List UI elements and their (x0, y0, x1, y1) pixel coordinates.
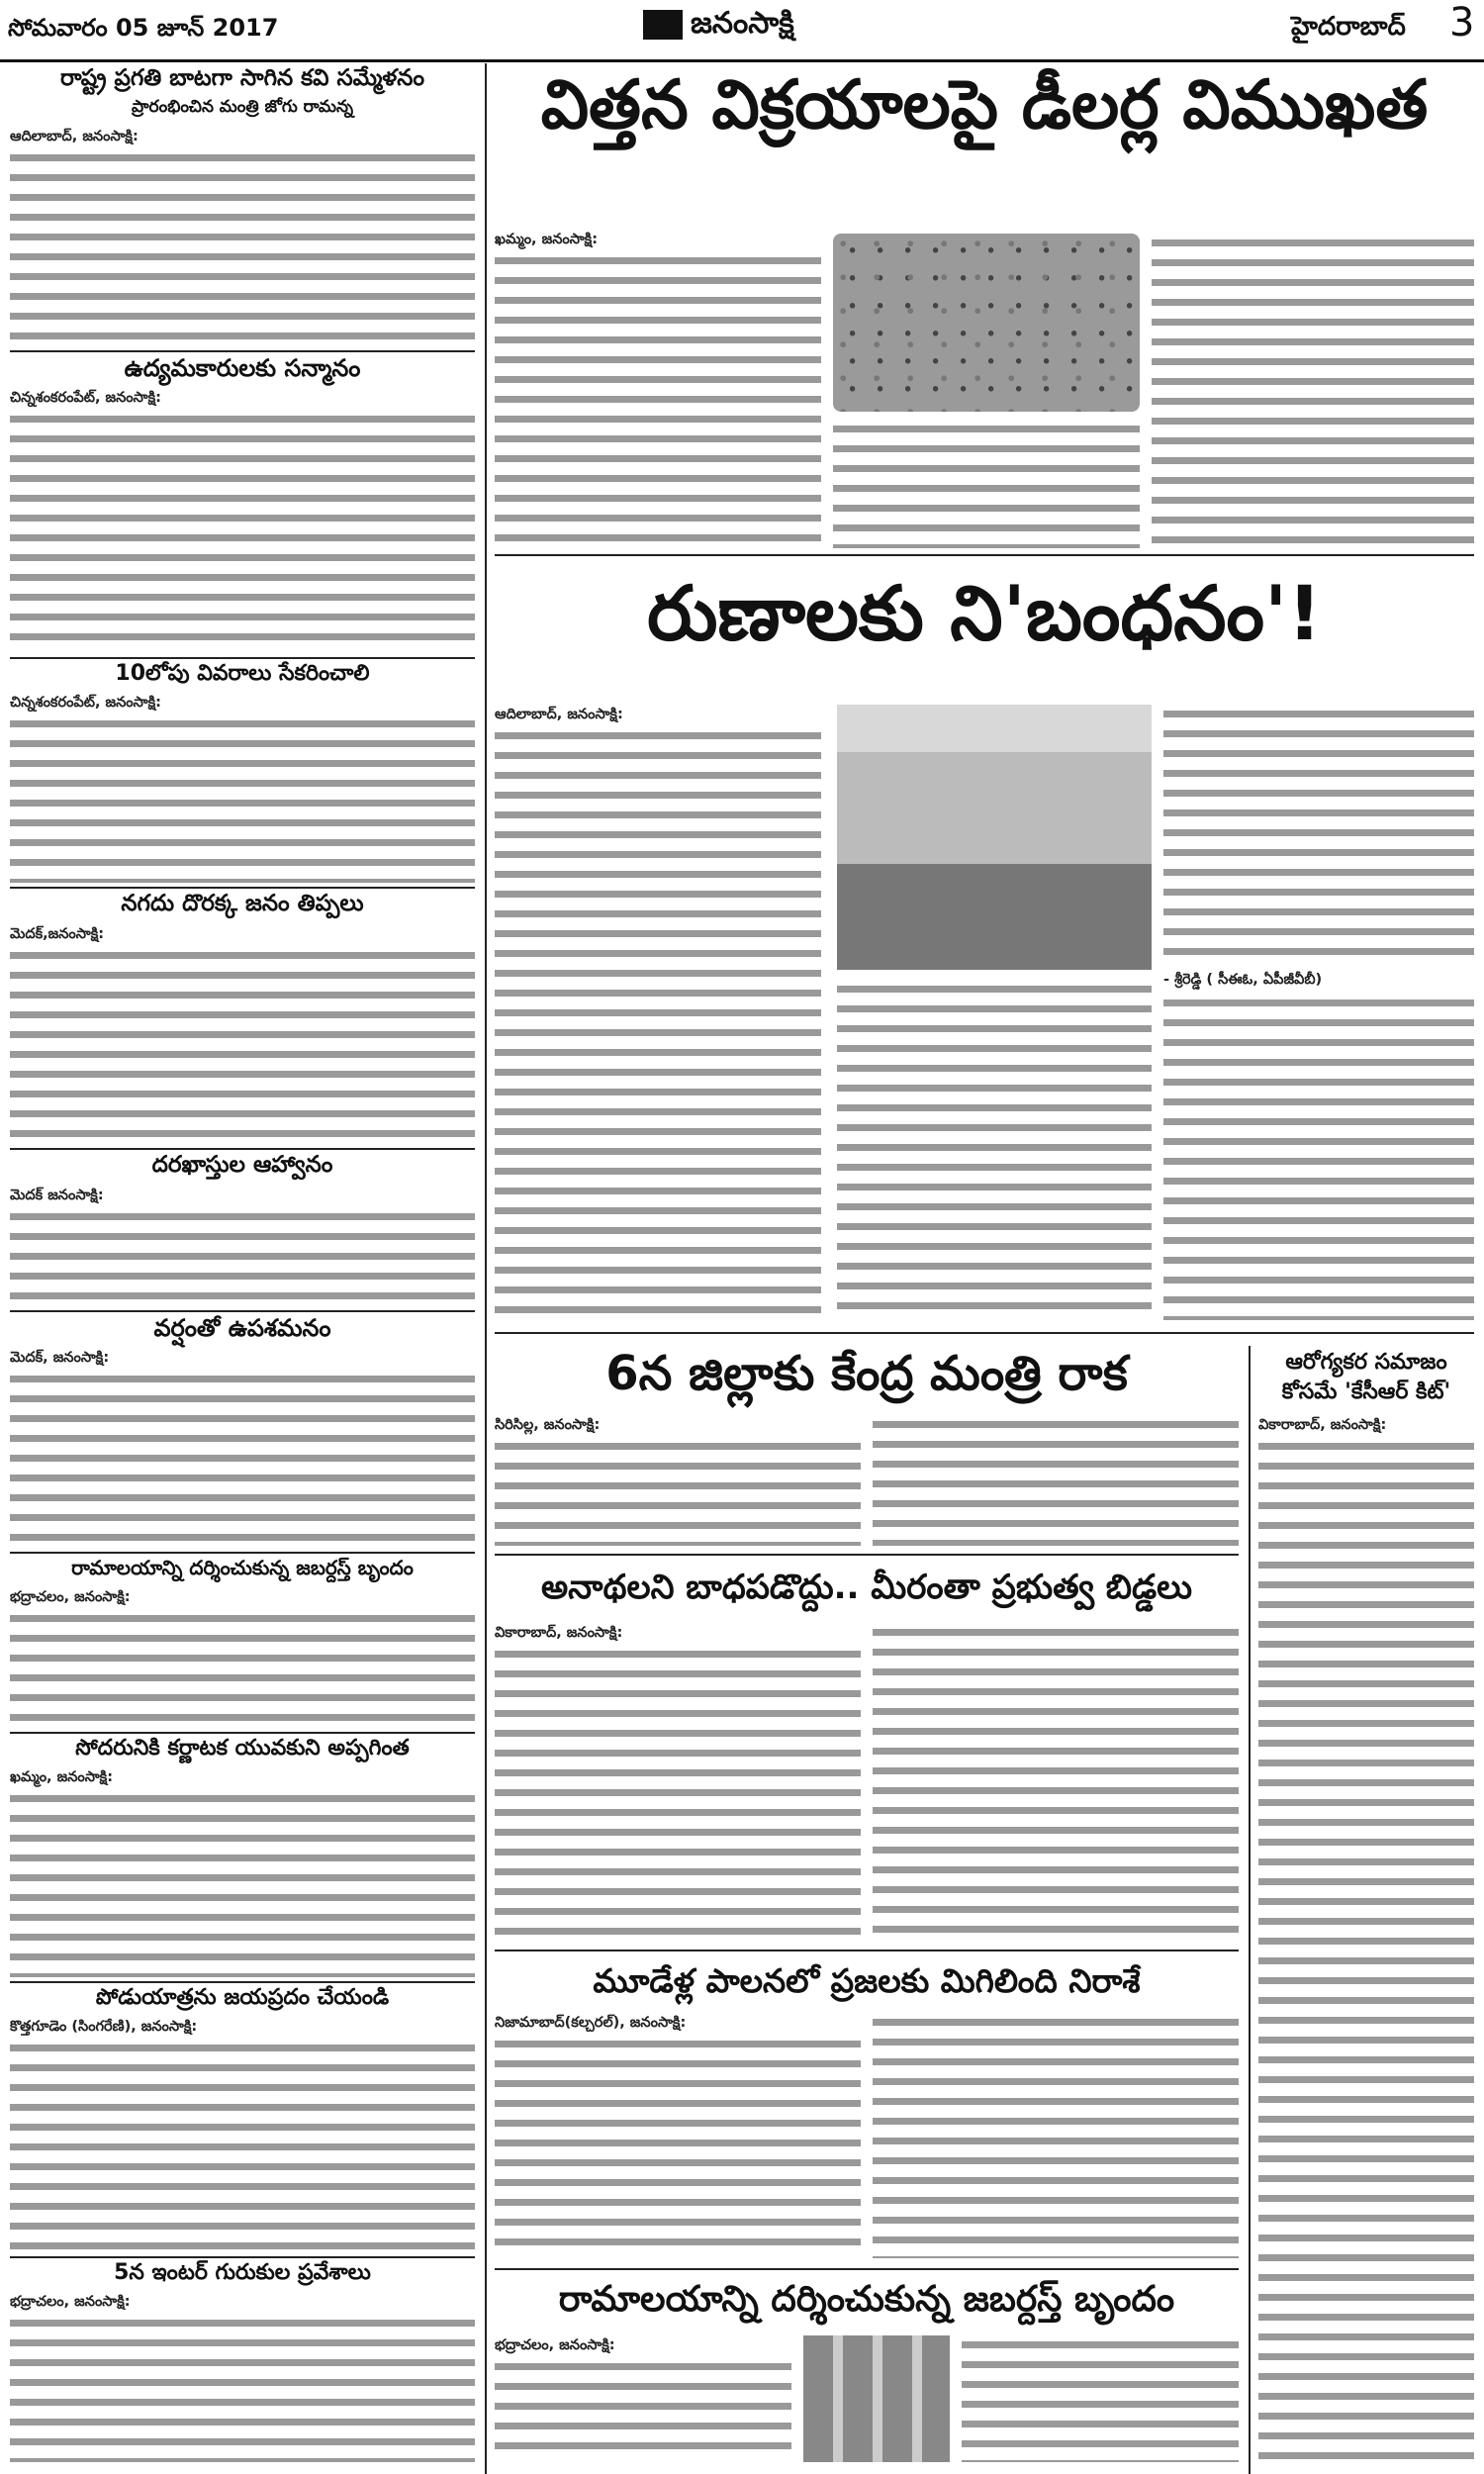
divider (495, 554, 1474, 556)
divider (10, 657, 475, 659)
story4-body (10, 946, 475, 1144)
story6-dateline: మెదక్, జనంసాక్షి: (10, 1350, 110, 1366)
fourth-body-col1 (495, 1645, 861, 1942)
story9-dateline: కొత్తగూడెం (సింగరేణి), జనంసాక్షి: (10, 2019, 198, 2035)
story5-body (10, 1207, 475, 1306)
group-photo (803, 2335, 950, 2462)
sixth-body-col2 (962, 2335, 1239, 2462)
story8-headline: సోదరునికి కర్ణాటక యువకుని అప్పగింత (75, 1736, 410, 1760)
sixth-dateline: భద్రాచలం, జనంసాక్షి: (495, 2337, 615, 2353)
story9-headline: పోడుయాత్రను జయప్రదం చేయండి (95, 1985, 390, 2010)
story1-dateline: ఆదిలాబాద్, జనంసాక్షి: (10, 129, 139, 144)
story10-dateline: భద్రాచలం, జనంసాక్షి: (10, 2294, 131, 2310)
third-dateline: సిరిసిల్ల, జనంసాక్షి: (495, 1417, 601, 1433)
side-body (1258, 1437, 1474, 2462)
second-body-col3 (1163, 705, 1474, 962)
second-body-col2 (837, 980, 1152, 1320)
story5-headline: దరఖాస్తుల ఆహ్వానం (151, 1152, 333, 1178)
divider (10, 2256, 475, 2258)
divider (10, 1732, 475, 1734)
divider (10, 1310, 475, 1312)
bank-office-photo (837, 705, 1152, 970)
page-number: 3 (1449, 0, 1475, 46)
second-dateline: ఆదిలాబాద్, జనంసాక్షి: (495, 707, 623, 722)
second-body-col3b (1163, 994, 1474, 1320)
newspaper-logo (643, 6, 794, 48)
story1-headline: రాష్ట్ర ప్రగతి బాటగా సాగిన కవి సమ్మేళనం (59, 65, 425, 91)
lead-headline: విత్తన విక్రయాలపై డీలర్ల విముఖత (540, 66, 1429, 144)
fifth-body-col1 (495, 2035, 861, 2258)
third-body-col1 (495, 1437, 861, 1546)
sixth-body-col1 (495, 2357, 791, 2462)
fifth-body-col2 (873, 2013, 1239, 2258)
story2-dateline: చిన్నశంకరంపేట్, జనంసాక్షి: (10, 390, 161, 406)
story5-dateline: మెదక్ జనంసాక్షి: (10, 1188, 104, 1203)
fourth-body-col2 (873, 1623, 1239, 1942)
divider (10, 1148, 475, 1150)
side-headline: ఆరోగ్యకర సమాజం కోసమే 'కేసీఆర్ కిట్' (1281, 1350, 1451, 1404)
fourth-dateline: వికారాబాద్, జనంసాక్షి: (495, 1625, 623, 1641)
story3-dateline: చిన్నశంకరంపేట్, జనంసాక్షి: (10, 695, 161, 711)
fifth-dateline: నిజామాబాద్(కల్చరల్), జనంసాక్షి: (495, 2015, 687, 2031)
story4-headline: నగదు దొరక్క జనం తిప్పలు (121, 891, 364, 916)
story6-headline: వర్షంతో ఉపశమనం (153, 1314, 331, 1342)
story7-body (10, 1609, 475, 1728)
second-headline: రుణాలకు ని'బంధనం'! (647, 569, 1322, 657)
sixth-headline: రామాలయాన్ని దర్శించుకున్న జబర్దస్త్ బృందం (558, 2279, 1175, 2320)
divider (10, 1552, 475, 1554)
story8-dateline: ఖమ్మం, జనంసాక్షి: (10, 1769, 114, 1785)
issue-date: సోమవారం 05 జూన్ 2017 (8, 14, 279, 42)
edition-city: హైదరాబాద్ (1291, 12, 1406, 42)
second-byline: - శ్రీరెడ్డి ( సీఈఓ, ఏపీజీవీబీ) (1163, 972, 1323, 988)
column-divider-left (485, 63, 487, 2474)
story3-headline: 10లోపు వివరాలు సేకరించాలి (115, 661, 370, 686)
divider (495, 1332, 1474, 1334)
story9-body (10, 2039, 475, 2252)
divider (495, 1950, 1239, 1951)
divider (495, 1554, 1239, 1556)
divider (10, 1981, 475, 1983)
lead-body-col1 (495, 251, 821, 548)
lead-dateline: ఖమ్మం, జనంసాక్షి: (495, 232, 599, 247)
divider (495, 2268, 1239, 2270)
story4-dateline: మెదక్,జనంసాక్షి: (10, 926, 105, 942)
divider (10, 887, 475, 889)
story10-body (10, 2314, 475, 2462)
story8-body (10, 1789, 475, 1977)
story7-dateline: భద్రాచలం, జనంసాక్షి: (10, 1589, 131, 1605)
story6-body (10, 1370, 475, 1548)
story10-headline: 5న ఇంటర్ గురుకుల ప్రవేశాలు (114, 2260, 371, 2285)
lead-body-col2 (833, 420, 1140, 548)
third-headline: 6న జిల్లాకు కేంద్ర మంత్రి రాక (605, 1346, 1128, 1401)
column-divider-right (1249, 1346, 1251, 2474)
fifth-headline: మూడేళ్ల పాలనలో ప్రజలకు మిగిలింది నిరాశే (593, 1961, 1141, 2000)
seeds-photo (833, 234, 1140, 412)
story3-body (10, 714, 475, 883)
third-body-col2 (873, 1415, 1239, 1546)
fourth-headline: అనాథలని బాధపడొద్దు.. మీరంతా ప్రభుత్వ బిడ్డలు (540, 1568, 1193, 1607)
second-body-col1 (495, 726, 821, 1320)
story2-headline: ఉద్యమకారులకు సన్మానం (124, 354, 361, 382)
lead-body-col3 (1152, 234, 1474, 548)
logo-text: జనంసాక్షి (691, 6, 794, 41)
story7-headline: రామాలయాన్ని దర్శించుకున్న జబర్దస్త్ బృందం (71, 1556, 414, 1579)
story1-body (10, 148, 475, 346)
logo-icon (643, 10, 683, 40)
side-dateline: వికారాబాద్, జనంసాక్షి: (1258, 1417, 1387, 1433)
masthead (0, 0, 1484, 62)
story1-subhead: ప్రారంభించిన మంత్రి జోగు రామన్న (131, 97, 354, 117)
story2-body (10, 410, 475, 653)
divider (10, 350, 475, 352)
